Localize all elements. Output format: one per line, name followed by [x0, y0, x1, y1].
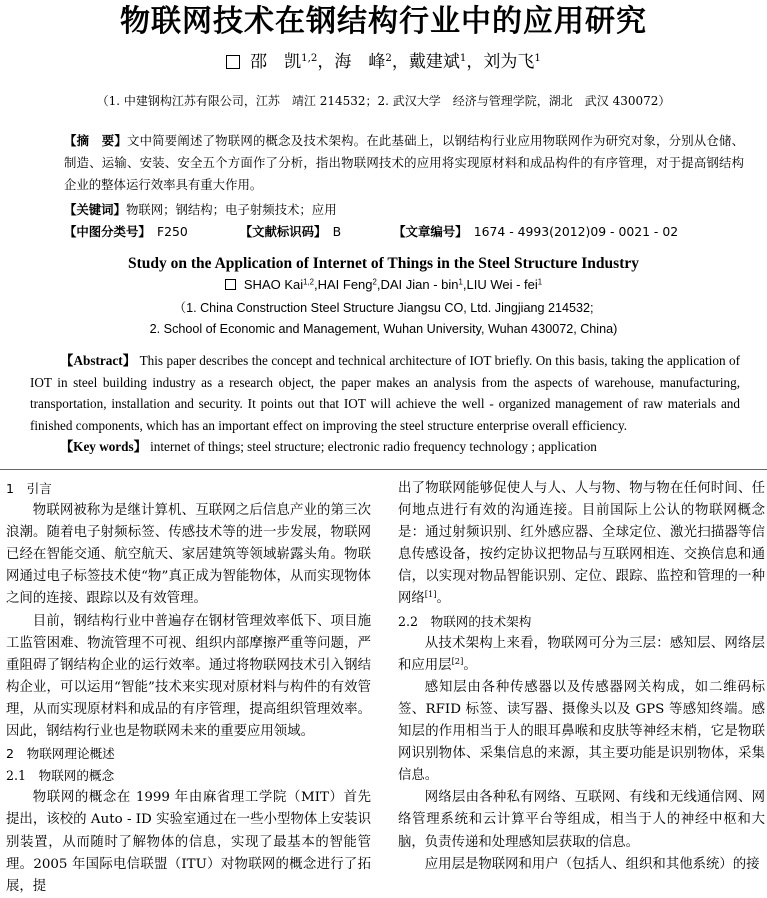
- paragraph: 物联网的概念在 1999 年由麻省理工学院（MIT）首先提出，该校的 Auto - ID 实验室通过在一些小型物体上安装识别装置，从而随时了解物体的信息，实现了最基本的智能管理。2005 年国际电信联盟（ITU）对物联网的概念进行了拓展，提: [6, 790, 371, 894]
- abstract-cn-label: 【摘 要】: [64, 133, 127, 148]
- author-name: 海 峰: [334, 52, 386, 72]
- article-number-label: 【文章编号】: [393, 224, 462, 239]
- abstract-en-label: 【Abstract】: [60, 353, 137, 368]
- section-heading: 1 引言: [6, 481, 52, 496]
- paragraph: 感知层由各种传感器以及传感器网关构成，如二维码标签、RFID 标签、读写器、摄像头以及 GPS 等感知终端。感知层的作用相当于人的眼耳鼻喉和皮肤等神经末梢，它是物联网识别物体、采集信息的来源，其主要功能是识别物体，采集信息。: [398, 679, 765, 784]
- keywords-en-text: internet of things; steel structure; electronic radio frequency technology ; application: [146, 439, 597, 454]
- author-name-en: ,DAI Jian - bin: [376, 277, 459, 292]
- clc-value: F250: [156, 224, 188, 239]
- paragraph: [398, 633, 765, 677]
- author-sup: 2: [385, 52, 392, 64]
- article-number-value: 1674 - 4993(2012)09 - 0021 - 02: [473, 224, 679, 239]
- clc-label: 【中图分类号】: [64, 224, 145, 239]
- author-name: 邵 凯: [250, 52, 302, 72]
- subsection-heading: 2.1 物联网的概念: [6, 768, 115, 784]
- citation-ref: [1]: [424, 589, 437, 600]
- paragraph: 应用层是物联网和用户（包括人、组织和其他系统）的接: [424, 856, 760, 872]
- keywords-cn: [64, 200, 337, 220]
- author-name-en: SHAO Kai: [243, 277, 304, 292]
- authors-en: [0, 276, 767, 294]
- classification-line: [64, 222, 754, 242]
- citation-ref: [2]: [451, 655, 464, 666]
- author-sup: 1,2: [301, 52, 318, 64]
- authors-cn: 邵 凯$^{1,2}$，海 峰$^2$，戴建斌$^1$，刘为飞$^1$: [0, 50, 767, 74]
- paragraph: 网络层由各种私有网络、互联网、有线和无线通信网、网络管理系统和云计算平台等组成，相当于人的神经中枢和大脑，负责传递和处理感知层获取的信息。: [398, 790, 765, 850]
- paragraph-text: 出了物联网能够促使人与人、人与物、物与物在任何时间、任何地点进行有效的沟通连接。目前国际上公认的物联网概念是：通过射频识别、红外感应器、全球定位、激光扫描器等信息传感设备，按约定协议把物品与互联网相连、交换信息和通信，以实现对物品智能识别、定位、跟踪、监控和管理的一种网络: [398, 481, 765, 607]
- author-sup: 2: [372, 277, 377, 287]
- english-title: Study on the Application of Internet of Things in the Steel Structure Industry: [128, 255, 639, 272]
- doc-code-value: B: [332, 224, 342, 239]
- author-name-en: ,HAI Feng: [313, 277, 373, 292]
- author-sup: 1: [458, 277, 463, 287]
- body-column-right: [398, 478, 765, 876]
- affiliation-en: [0, 298, 767, 340]
- affiliation-en-line-2: 2. School of Economic and Management, Wuhan University, Wuhan 430072, China): [149, 322, 618, 336]
- body-column-left: [6, 478, 371, 898]
- paragraph-end: 。: [463, 657, 477, 673]
- subsection-heading: 2.2 物联网的技术架构: [398, 613, 532, 629]
- keywords-cn-label: 【关键词】: [64, 202, 126, 217]
- abstract-en-text: This paper describes the concept and technical architecture of IOT briefly. On this basis, taking the application of IOT in steel building industry as a research object, the paper makes an analysis from the aspects of warehouse, manufacturing, transportation, installation and security. It points out that IOT will achieve the well - organized management of raw materials and finished components, which has an important effect on improving the steel structure enterprise overall efficiency.: [30, 353, 740, 433]
- paragraph: [398, 478, 765, 611]
- author-name: 戴建斌: [408, 52, 460, 72]
- paragraph: 目前，钢结构行业中普遍存在钢材管理效率低下、项目施工监管困难、物流管理不可视、组织内部摩擦严重等问题，严重阻碍了钢结构企业的运行效率。通过将物联网技术引入钢结构企业，可以运用“智能”技术来实现对原材料与构件的有效管理，从而实现原材料和成品的有序管理，提高组织管理效率。因此，钢结构行业也是物联网未来的重要应用领域。: [6, 613, 371, 740]
- section-heading: 2 物联网理论概述: [6, 746, 115, 762]
- abstract-en: [30, 350, 740, 436]
- section-divider: [0, 469, 767, 470]
- author-sup: 1: [534, 52, 541, 64]
- abstract-cn: [64, 130, 744, 196]
- keywords-en: [60, 437, 597, 457]
- affiliation-en-line-1: （1. China Construction Steel Structure Jiangsu CO, Ltd. Jingjiang 214532;: [173, 301, 594, 315]
- paragraph-text: 从技术架构上来看，物联网可分为三层：感知层、网络层和应用层: [398, 635, 765, 673]
- doc-code-label: 【文献标识码】: [239, 224, 321, 239]
- square-mark-icon: [226, 55, 240, 69]
- keywords-en-label: 【Key words】: [60, 439, 147, 454]
- affiliation-cn: （1. 中建钢构江苏有限公司，江苏 靖江 214532；2. 武汉大学 经济与管理学院，湖北 武汉 430072）: [96, 94, 671, 108]
- square-mark-icon: [225, 279, 236, 290]
- keywords-cn-text: 物联网；钢结构；电子射频技术；应用: [125, 202, 337, 217]
- abstract-cn-text: 文中简要阐述了物联网的概念及技术架构。在此基础上，以钢结构行业应用物联网作为研究对象，分别从仓储、制造、运输、安装、安全五个方面作了分析，指出物联网技术的应用将实现原材料和成品构件的有序管理，对于提高钢结构企业的整体运行效率具有重大作用。: [64, 133, 745, 192]
- author-name: 刘为飞: [483, 52, 535, 72]
- author-name-en: ,LIU Wei - fei: [462, 277, 538, 292]
- paragraph-end: 。: [436, 591, 450, 607]
- author-sup: 1,2: [303, 277, 314, 287]
- paper-title: 物联网技术在钢结构行业中的应用研究: [120, 4, 647, 39]
- paragraph: 物联网被称为是继计算机、互联网之后信息产业的第三次浪潮。随着电子射频标签、传感技术等的进一步发展，物联网已经在智能交通、航空航天、家居建筑等领域崭露头角。物联网通过电子标签技术使“物”真正成为智能物体，从而实现物体之间的连接、跟踪以及有效管理。: [6, 503, 371, 607]
- author-sup: 1: [537, 277, 543, 287]
- author-sup: 1: [459, 52, 467, 64]
